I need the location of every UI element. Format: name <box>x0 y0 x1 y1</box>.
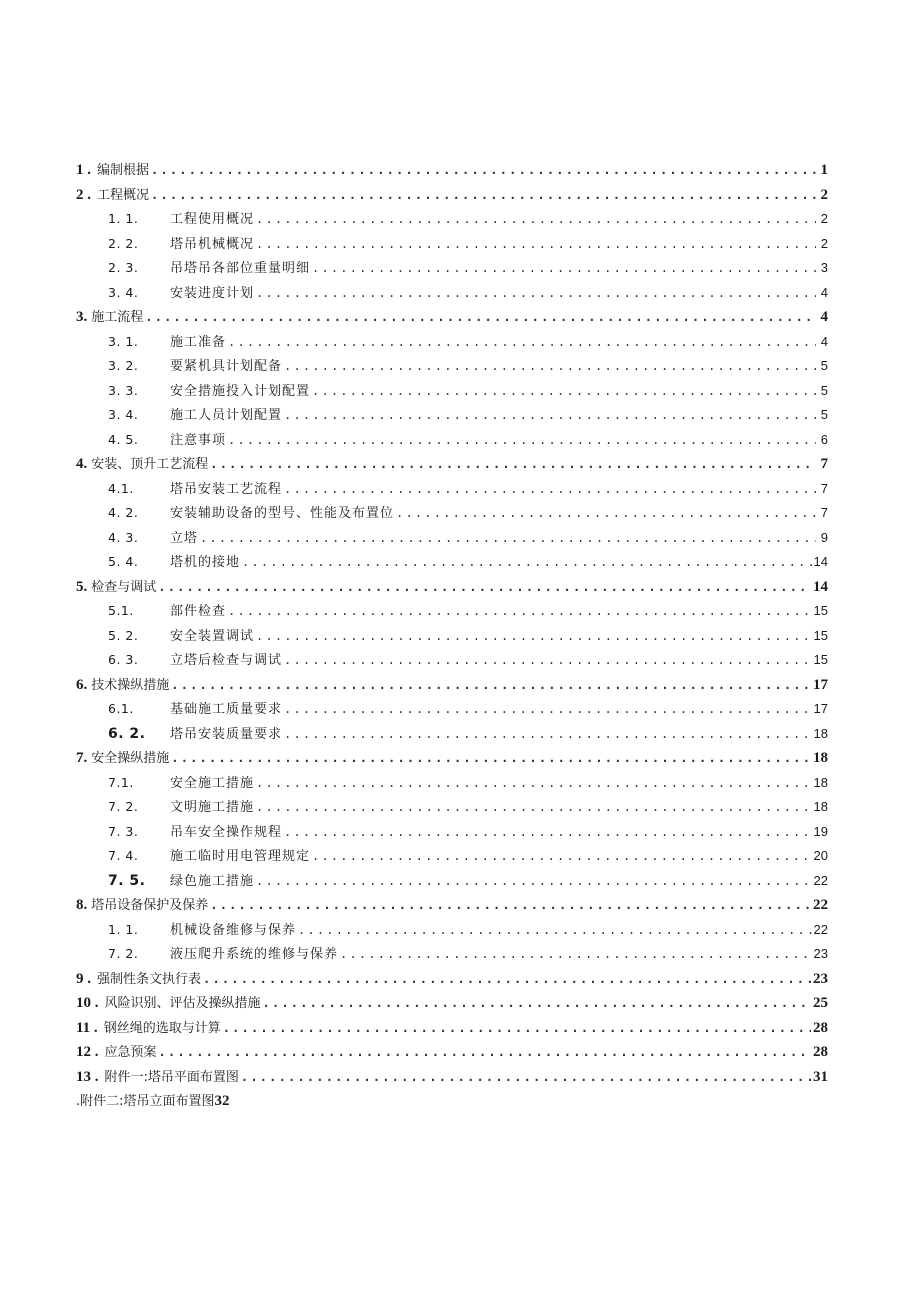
dot-leader <box>298 918 812 943</box>
toc-entry[interactable] <box>76 379 828 404</box>
toc-entry-number: 3. 2. <box>108 358 139 373</box>
toc-entry-number: 5. 4. <box>108 554 139 569</box>
toc-entry-page: 3 <box>820 260 828 275</box>
toc-entry[interactable] <box>76 991 828 1016</box>
dot-leader <box>228 330 816 355</box>
dot-leader <box>158 575 811 600</box>
toc-entry-page: 6 <box>820 431 828 447</box>
toc-entry-title: 安全操纵措施 <box>91 751 170 766</box>
toc-entry[interactable] <box>76 428 828 453</box>
table-of-contents <box>76 158 828 1114</box>
toc-entry-number: 7. 2. <box>108 799 139 814</box>
toc-entry[interactable] <box>76 403 828 428</box>
dot-leader <box>284 354 816 379</box>
toc-entry-page: 18 <box>813 799 828 814</box>
toc-entry[interactable] <box>76 624 828 649</box>
dot-leader <box>242 550 812 575</box>
toc-entry-page: 18 <box>813 774 828 790</box>
toc-entry-number: 6. 2. <box>108 725 146 742</box>
toc-entry-page: 1 <box>820 162 828 178</box>
toc-entry-number: 3. 1. <box>108 333 139 349</box>
toc-entry-number: 7. <box>76 750 88 766</box>
toc-entry-title: 机械设备维修与保养 <box>170 922 297 938</box>
toc-entry-page: 7 <box>820 480 828 496</box>
toc-entry-number: 2. 3. <box>108 260 139 275</box>
dot-leader <box>256 795 812 820</box>
toc-entry-title: 塔吊机械概况 <box>170 236 255 252</box>
toc-entry-page: 4 <box>820 309 828 325</box>
toc-entry-title: 钢丝绳的选取与计算 <box>103 1020 221 1036</box>
toc-entry[interactable] <box>76 795 828 820</box>
dot-leader <box>228 428 816 453</box>
toc-entry-number: 3. <box>76 309 88 325</box>
toc-entry[interactable] <box>76 305 828 330</box>
toc-entry-page: 14 <box>813 554 828 569</box>
toc-entry-title: 施工准备 <box>170 334 227 350</box>
toc-entry-page: 17 <box>813 676 828 693</box>
toc-entry[interactable] <box>76 207 828 232</box>
toc-entry-title: .附件二:塔吊立面布置图 <box>76 1094 215 1109</box>
toc-entry-title: 立塔后检查与调试 <box>170 653 283 668</box>
toc-entry-page: 17 <box>813 701 828 716</box>
toc-entry-title: 施工人员计划配置 <box>170 408 283 423</box>
toc-entry-title: 塔吊安装质量要求 <box>170 726 283 742</box>
toc-entry[interactable] <box>76 256 828 281</box>
toc-entry-page: 2 <box>820 186 828 203</box>
toc-entry-page: 4 <box>820 284 828 300</box>
toc-entry-page: 2 <box>820 211 828 226</box>
dot-leader <box>284 820 812 845</box>
toc-entry-page: 5 <box>820 407 828 422</box>
toc-entry-number: 3. 3. <box>108 382 139 398</box>
toc-entry-number: 5. 2. <box>108 627 139 643</box>
dot-leader <box>256 624 812 649</box>
dot-leader <box>256 232 816 257</box>
toc-entry-title: 施工流程 <box>91 310 144 325</box>
dot-leader <box>284 403 816 428</box>
toc-entry-page: 28 <box>813 1044 828 1060</box>
dot-leader <box>223 1016 811 1041</box>
toc-entry[interactable] <box>76 771 828 796</box>
toc-entry[interactable] <box>76 722 828 747</box>
dot-leader <box>171 673 811 698</box>
toc-entry-title: 液压爬升系统的维修与保养 <box>170 947 339 962</box>
dot-leader <box>200 526 816 551</box>
toc-entry-number: 1. 1. <box>108 921 139 937</box>
toc-entry-page: 23 <box>813 970 828 987</box>
toc-entry-page: 15 <box>813 627 828 643</box>
toc-entry-page: 15 <box>813 603 828 618</box>
dot-leader <box>210 893 811 918</box>
toc-entry-page: 23 <box>813 946 828 961</box>
toc-entry-number: 1. 1. <box>108 211 139 226</box>
toc-entry-page: 2 <box>820 235 828 251</box>
toc-entry-title: 文明施工措施 <box>170 800 255 815</box>
toc-entry-title: 安装、顶升工艺流程 <box>91 457 209 472</box>
toc-entry[interactable] <box>76 232 828 257</box>
dot-leader <box>312 844 812 869</box>
dot-leader <box>284 697 812 722</box>
toc-entry-number: 7. 4. <box>108 848 139 863</box>
toc-entry-page: 28 <box>813 1019 828 1036</box>
toc-entry[interactable] <box>76 844 828 869</box>
toc-entry-page: 25 <box>813 995 828 1011</box>
toc-entry-number: 4.1. <box>108 480 134 496</box>
dot-leader <box>312 256 816 281</box>
dot-leader <box>284 722 812 747</box>
toc-entry-title: 塔吊安装工艺流程 <box>170 481 283 497</box>
toc-entry[interactable] <box>76 648 828 673</box>
toc-entry[interactable] <box>76 673 828 698</box>
toc-entry-number: 4. 5. <box>108 431 139 447</box>
dot-leader <box>256 771 812 796</box>
toc-entry-page: 19 <box>813 823 828 839</box>
toc-entry-title: 强制性条文执行表 <box>97 971 202 987</box>
toc-entry[interactable] <box>76 1040 828 1065</box>
toc-entry-number: 10 . <box>76 995 99 1011</box>
toc-entry-number: 7.1. <box>108 774 134 790</box>
toc-entry[interactable] <box>76 893 828 918</box>
toc-entry-title: 技术操纵措施 <box>91 677 170 693</box>
dot-leader <box>145 305 816 330</box>
toc-entry-page: 9 <box>820 529 828 545</box>
toc-entry-number: 3. 4. <box>108 284 139 300</box>
toc-entry-number: 6. 3. <box>108 652 139 667</box>
toc-entry-title: 注意事项 <box>170 432 227 448</box>
toc-entry[interactable] <box>76 599 828 624</box>
toc-entry-title: 安全装置调试 <box>170 628 255 644</box>
toc-entry[interactable] <box>76 452 828 477</box>
dot-leader <box>151 183 816 208</box>
toc-entry-title: 立塔 <box>170 530 199 546</box>
dot-leader <box>256 869 812 894</box>
toc-entry-number: 8. <box>76 897 88 913</box>
toc-entry-title: 部件检查 <box>170 604 227 619</box>
toc-entry-page: 22 <box>813 872 828 888</box>
toc-entry-page: 22 <box>813 897 828 913</box>
toc-entry[interactable] <box>76 746 828 771</box>
toc-entry[interactable] <box>76 697 828 722</box>
dot-leader <box>340 942 812 967</box>
toc-entry[interactable] <box>76 869 828 894</box>
toc-entry-number: 6.1. <box>108 701 134 716</box>
toc-entry-number: 2. 2. <box>108 235 139 251</box>
dot-leader <box>159 1040 811 1065</box>
dot-leader <box>241 1065 811 1090</box>
toc-entry-page: 31 <box>813 1068 828 1085</box>
toc-entry[interactable] <box>76 477 828 502</box>
toc-entry-title: 塔机的接地 <box>170 555 241 570</box>
toc-entry-title: 要紧机具计划配备 <box>170 359 283 374</box>
toc-entry[interactable] <box>76 501 828 526</box>
toc-entry-number: 7. 3. <box>108 823 139 839</box>
toc-entry-number: 12 . <box>76 1044 99 1060</box>
toc-entry-page: 5 <box>820 358 828 373</box>
dot-leader <box>203 967 811 992</box>
toc-entry[interactable] <box>76 526 828 551</box>
toc-entry[interactable] <box>76 550 828 575</box>
toc-entry[interactable] <box>76 354 828 379</box>
toc-entry-number: 2 . <box>76 186 91 203</box>
toc-entry-title: 吊车安全操作规程 <box>170 824 283 840</box>
toc-entry-page: 7 <box>820 456 828 472</box>
toc-entry-title: 绿色施工措施 <box>170 873 255 889</box>
toc-entry-title: 检查与调试 <box>91 579 157 595</box>
toc-entry-number: 11 . <box>76 1019 98 1036</box>
toc-entry-page: 7 <box>820 505 828 520</box>
toc-entry-number: 1 . <box>76 162 91 178</box>
toc-entry-title: 安全措施投入计划配置 <box>170 383 311 399</box>
toc-entry-title: 施工临时用电管理规定 <box>170 849 311 864</box>
toc-entry-page: 4 <box>820 333 828 349</box>
toc-entry-number: 5. <box>76 578 88 595</box>
dot-leader <box>171 746 811 771</box>
dot-leader <box>210 452 816 477</box>
toc-entry[interactable] <box>76 967 828 992</box>
toc-entry-title: 吊塔吊各部位重量明细 <box>170 261 311 276</box>
toc-entry-appendix-2[interactable] <box>76 1089 828 1114</box>
toc-entry[interactable] <box>76 1016 828 1041</box>
dot-leader <box>312 379 816 404</box>
toc-entry-number: 13 . <box>76 1068 99 1085</box>
toc-entry-page: 5 <box>820 382 828 398</box>
toc-entry-number: 3. 4. <box>108 407 139 422</box>
toc-entry-title: 风险识别、评估及操纵措施 <box>104 996 261 1011</box>
dot-leader <box>256 281 816 306</box>
toc-entry[interactable] <box>76 820 828 845</box>
toc-entry-title: 塔吊设备保护及保养 <box>91 898 209 913</box>
toc-entry-number: 4. <box>76 456 88 472</box>
toc-entry-title: 编制根据 <box>97 163 150 178</box>
toc-entry-title: 安装辅助设备的型号、性能及布置位 <box>170 506 395 521</box>
toc-entry-page: 22 <box>813 921 828 937</box>
toc-entry[interactable] <box>76 281 828 306</box>
toc-entry-title: 工程概况 <box>97 187 150 203</box>
toc-entry-number: 7. 2. <box>108 946 139 961</box>
dot-leader <box>151 158 816 183</box>
dot-leader <box>228 599 812 624</box>
toc-entry-title: 工程使用概况 <box>170 212 255 227</box>
dot-leader <box>284 477 816 502</box>
toc-entry[interactable] <box>76 330 828 355</box>
toc-entry[interactable] <box>76 158 828 183</box>
toc-entry-number: 7. 5. <box>108 872 146 889</box>
toc-entry-page: 18 <box>813 725 828 741</box>
dot-leader <box>256 207 816 232</box>
toc-entry[interactable] <box>76 918 828 943</box>
toc-entry-page: 18 <box>813 750 828 766</box>
toc-entry[interactable] <box>76 183 828 208</box>
toc-entry-number: 6. <box>76 676 88 693</box>
toc-entry[interactable] <box>76 942 828 967</box>
toc-entry-page: 14 <box>813 578 828 595</box>
toc-entry-number: 4. 2. <box>108 505 139 520</box>
toc-entry[interactable] <box>76 1065 828 1090</box>
toc-entry-page: 20 <box>813 848 828 863</box>
toc-entry-page: 15 <box>813 652 828 667</box>
toc-entry-title: 安全施工措施 <box>170 775 255 791</box>
toc-entry-number: 4. 3. <box>108 529 139 545</box>
dot-leader <box>263 991 811 1016</box>
toc-entry-number: 9 . <box>76 970 91 987</box>
toc-entry-title: 附件一:塔吊平面布置图 <box>104 1069 239 1085</box>
toc-entry[interactable] <box>76 575 828 600</box>
toc-entry-number: 5.1. <box>108 603 134 618</box>
toc-entry-title: 基础施工质量要求 <box>170 702 283 717</box>
toc-entry-title: 应急预案 <box>104 1045 157 1060</box>
toc-entry-title: 安装进度计划 <box>170 285 255 301</box>
toc-entry-page: 32 <box>214 1093 230 1109</box>
dot-leader <box>284 648 812 673</box>
dot-leader <box>396 501 816 526</box>
